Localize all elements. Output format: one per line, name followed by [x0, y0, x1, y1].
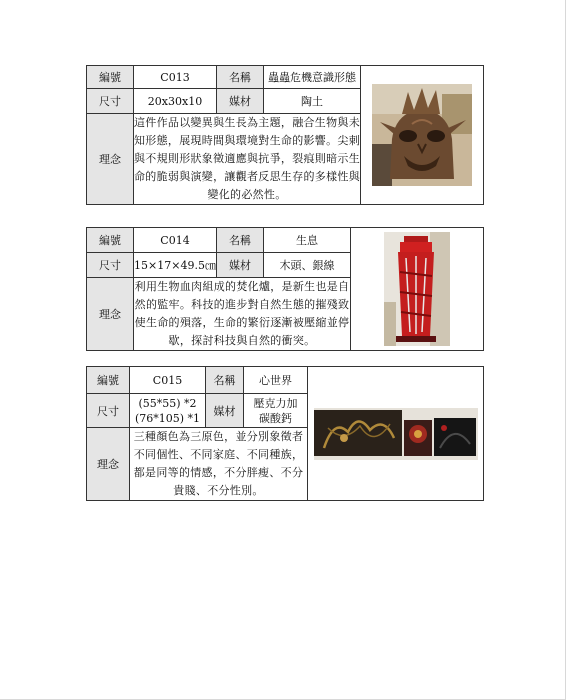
artwork-table-c015 — [86, 366, 484, 501]
concept-label: 理念 — [87, 114, 134, 205]
concept-text: 利用生物血肉組成的焚化爐，是新生也是自然的監牢。科技的進步對自然生態的摧殘致使生命的殞落，生命的繁衍逐漸被壓縮並停歇，探討科技與自然的衝突。 — [134, 278, 351, 351]
name-label: 名稱 — [217, 228, 264, 253]
code-label: 編號 — [87, 367, 130, 394]
size-line-2: (76*105) *1 — [134, 411, 201, 425]
code-value: C013 — [134, 66, 217, 89]
concept-label: 理念 — [87, 278, 134, 351]
medium-value: 木頭、銀線 — [264, 253, 351, 278]
size-label: 尺寸 — [87, 89, 134, 114]
code-value: C015 — [130, 367, 206, 394]
name-value: 生息 — [264, 228, 351, 253]
name-value: 蟲蟲危機意識形態 — [264, 66, 361, 89]
medium-line-1: 壓克力加 — [253, 396, 298, 410]
medium-value — [244, 394, 308, 428]
concept-text: 三種顏色為三原色，並分別象徵者不同個性、不同家庭、不同種族，都是同等的情感，不分胖瘦、不分貴賤、不分性別。 — [130, 428, 308, 501]
artwork-photo-c015 — [308, 367, 484, 501]
size-value — [130, 394, 206, 428]
size-label: 尺寸 — [87, 253, 134, 278]
name-label: 名稱 — [206, 367, 244, 394]
code-label: 編號 — [87, 66, 134, 89]
concept-label: 理念 — [87, 428, 130, 501]
concept-text: 這件作品以變異與生長為主題，融合生物與未知形態，展現時間與環境對生命的影響。尖刺與不規則形狀象徵適應與抗爭，裂痕則暗示生命的脆弱與演變，讓觀者反思生存的多樣性與變化的必然性。 — [134, 114, 361, 205]
artwork-table-c013 — [86, 65, 484, 205]
code-value: C014 — [134, 228, 217, 253]
size-line-1: (55*55) *2 — [138, 396, 197, 410]
size-value: 15×17×49.5㎝ — [134, 253, 217, 278]
medium-value: 陶土 — [264, 89, 361, 114]
size-label: 尺寸 — [87, 394, 130, 428]
red-tower-image — [384, 232, 450, 346]
artwork-table-c014 — [86, 227, 484, 351]
ceramic-creature-image — [372, 84, 472, 186]
relief-panels-image — [314, 408, 478, 460]
medium-label: 媒材 — [206, 394, 244, 428]
code-label: 編號 — [87, 228, 134, 253]
medium-label: 媒材 — [217, 253, 264, 278]
artwork-photo-c013 — [361, 66, 484, 205]
medium-line-2: 碳酸鈣 — [259, 411, 292, 425]
medium-label: 媒材 — [217, 89, 264, 114]
artwork-photo-c014 — [351, 228, 484, 351]
name-label: 名稱 — [217, 66, 264, 89]
size-value: 20x30x10 — [134, 89, 217, 114]
name-value: 心世界 — [244, 367, 308, 394]
